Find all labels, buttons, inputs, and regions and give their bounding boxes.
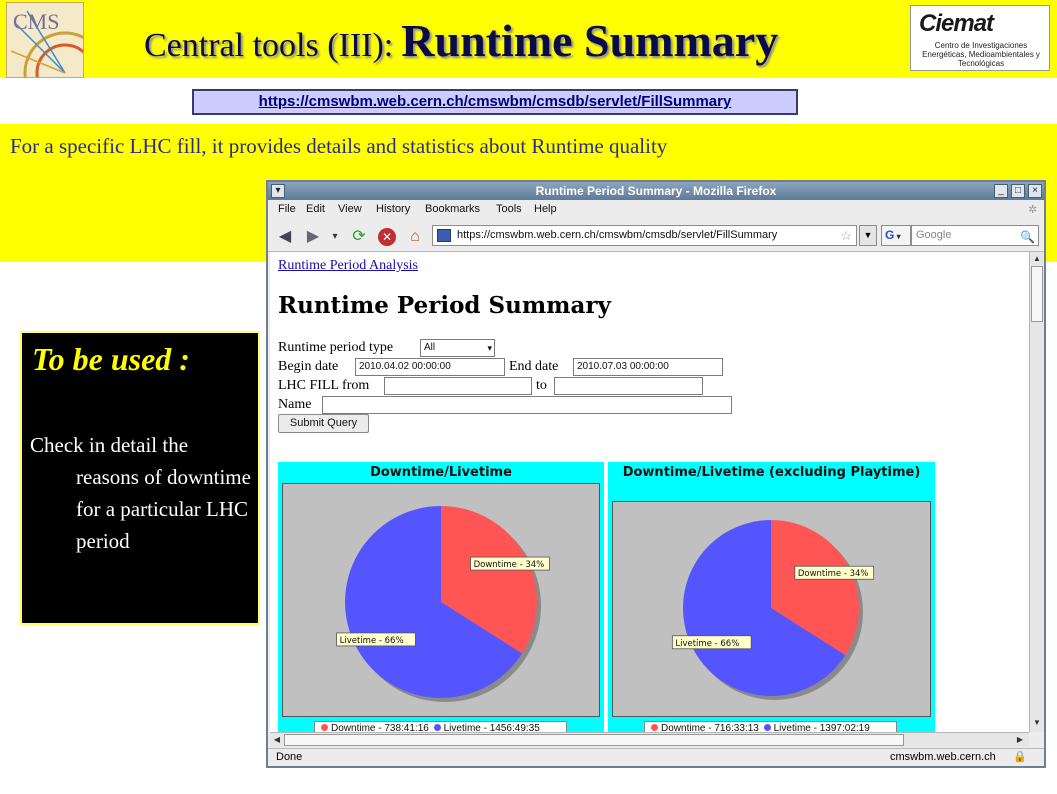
pie-chart-1	[283, 484, 601, 718]
legend-downtime-2: Downtime - 716:33:13	[661, 723, 759, 732]
fill-from-input[interactable]	[384, 377, 532, 395]
menu-tools[interactable]: Tools	[496, 203, 522, 215]
firefox-window	[266, 180, 1046, 768]
ciemat-logo-subtitle: Centro de Investigaciones Energéticas, Medioambientales y Tecnológicas	[922, 41, 1040, 68]
begin-date-input[interactable]: 2010.04.02 00:00:00	[355, 358, 505, 376]
period-type-select[interactable]	[420, 339, 495, 357]
fill-from-label: LHC FILL from	[278, 378, 370, 393]
legend-swatch-livetime	[434, 724, 441, 731]
usage-body: Check in detail the reasons of downtime for a particular LHC period	[30, 433, 251, 553]
scroll-right-icon[interactable]: ▶	[1016, 735, 1024, 744]
stop-icon[interactable]: ✕	[378, 228, 396, 246]
horizontal-scrollbar[interactable]	[270, 732, 1029, 747]
search-engine-label: G	[885, 228, 895, 242]
pie-label-downtime: Downtime - 34%	[473, 560, 545, 571]
name-input[interactable]	[322, 396, 732, 414]
menu-help[interactable]: Help	[534, 203, 557, 215]
description-text: For a specific LHC fill, it provides details and statistics about Runtime quality	[10, 134, 668, 158]
menu-bookmarks[interactable]: Bookmarks	[425, 203, 481, 215]
pie-label-downtime: Downtime - 34%	[797, 569, 869, 580]
minimize-icon[interactable]: _	[994, 184, 1008, 198]
ciemat-logo-brand: Ciemat	[919, 10, 994, 37]
search-go-icon[interactable]: 🔍	[1020, 230, 1035, 244]
history-dropdown-icon[interactable]: ▾	[332, 231, 338, 242]
slide-title-prefix: Central tools (III):	[144, 27, 394, 64]
menu-edit[interactable]: Edit	[306, 203, 325, 215]
address-bar[interactable]	[432, 225, 857, 246]
address-bar-text: https://cmswbm.web.cern.ch/cmswbm/cmsdb/servlet/FillSummary	[457, 229, 778, 241]
servlet-url-link[interactable]: https://cmswbm.web.cern.ch/cmswbm/cmsdb/servlet/FillSummary	[192, 89, 798, 115]
search-engine-dropdown-icon: ▾	[894, 232, 901, 241]
fill-to-input[interactable]	[554, 377, 703, 395]
lock-icon: 🔒	[1013, 751, 1027, 763]
menu-view[interactable]: View	[338, 203, 362, 215]
submit-query-button[interactable]: Submit Query	[278, 414, 369, 433]
star-icon[interactable]: ☆	[840, 228, 852, 243]
reload-icon[interactable]: ⟳	[352, 228, 366, 245]
navigation-toolbar	[268, 220, 1044, 252]
menu-history[interactable]: History	[376, 203, 411, 215]
search-placeholder: Google	[916, 229, 952, 241]
throbber-icon: ✲	[1028, 204, 1038, 216]
chart-title-1: Downtime/Livetime	[370, 465, 512, 480]
window-title: Runtime Period Summary - Mozilla Firefox	[535, 184, 777, 198]
usage-box	[20, 331, 260, 625]
period-type-value: All	[424, 342, 436, 353]
scroll-left-icon[interactable]: ◀	[273, 735, 281, 744]
vertical-scrollbar[interactable]	[1029, 252, 1044, 732]
legend-downtime-1: Downtime - 738:41:16	[331, 723, 429, 732]
chart-legend-1	[314, 721, 567, 732]
legend-swatch-downtime	[651, 724, 658, 731]
chart-panel-2	[608, 462, 935, 732]
legend-livetime-2: Livetime - 1397:02:19	[773, 723, 870, 732]
pie-chart-2	[613, 502, 932, 718]
runtime-period-analysis-link[interactable]: Runtime Period Analysis	[278, 258, 418, 273]
slide-title-main: Runtime Summary	[401, 15, 779, 66]
window-menu-icon[interactable]: ▾	[271, 184, 285, 198]
legend-swatch-livetime	[764, 724, 771, 731]
search-engine-selector[interactable]	[881, 225, 911, 246]
close-icon[interactable]: ×	[1028, 184, 1042, 198]
chart-title-2: Downtime/Livetime (excluding Playtime)	[622, 465, 921, 480]
fill-to-label: to	[536, 378, 547, 393]
legend-swatch-downtime	[321, 724, 328, 731]
page-content	[270, 252, 1029, 732]
pie-label-livetime: Livetime - 66%	[339, 635, 404, 646]
end-date-label: End date	[509, 359, 559, 374]
slide-title	[144, 14, 778, 67]
status-host: cmswbm.web.cern.ch	[890, 751, 996, 763]
scroll-up-icon[interactable]: ▲	[1033, 254, 1041, 263]
search-input[interactable]	[911, 225, 1039, 246]
period-type-label: Runtime period type	[278, 340, 394, 355]
ciemat-logo	[910, 5, 1050, 71]
end-date-input[interactable]: 2010.07.03 00:00:00	[573, 358, 723, 376]
page-heading: Runtime Period Summary	[278, 292, 611, 319]
back-icon[interactable]: ◀	[278, 228, 292, 245]
cms-logo	[6, 2, 84, 78]
menu-file[interactable]: File	[278, 203, 296, 215]
chart-plot-2	[612, 501, 931, 717]
home-icon[interactable]: ⌂	[410, 228, 420, 245]
pie-label-livetime: Livetime - 66%	[675, 638, 740, 649]
site-favicon-icon	[437, 229, 451, 242]
window-titlebar[interactable]	[268, 182, 1044, 200]
status-bar	[268, 748, 1044, 766]
begin-date-label: Begin date	[278, 359, 339, 374]
legend-livetime-1: Livetime - 1456:49:35	[443, 723, 540, 732]
chart-panel-1	[278, 462, 604, 732]
usage-title: To be used :	[32, 341, 190, 377]
chart-plot-1	[282, 483, 600, 717]
address-dropdown-icon[interactable]: ▼	[859, 225, 877, 246]
scroll-down-icon[interactable]: ▼	[1033, 718, 1041, 727]
name-label: Name	[278, 397, 312, 412]
chevron-down-icon: ▾	[487, 343, 492, 353]
maximize-icon[interactable]: □	[1011, 184, 1025, 198]
vertical-scroll-thumb[interactable]	[1031, 266, 1043, 322]
horizontal-scroll-thumb[interactable]	[284, 734, 904, 746]
chart-legend-2	[644, 721, 897, 732]
status-text: Done	[276, 751, 303, 763]
forward-icon[interactable]: ▶	[306, 228, 320, 245]
cms-logo-text: CMS	[13, 9, 60, 34]
menu-bar	[268, 200, 1044, 220]
